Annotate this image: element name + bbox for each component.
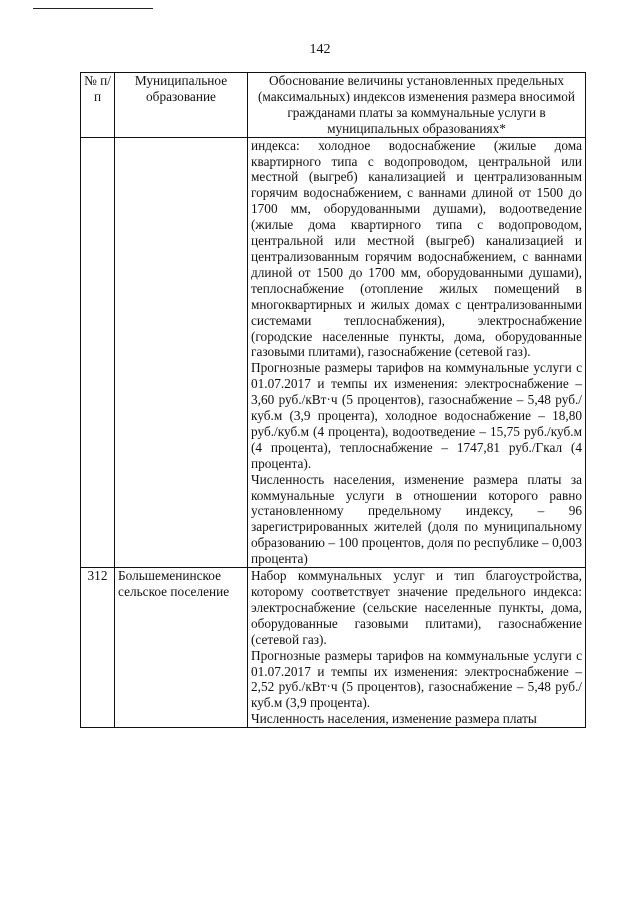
cell-municipality: Большеменинское сельское поселение — [115, 568, 248, 728]
justification-paragraph: Численность населения, изменение размера платы — [251, 711, 537, 727]
cell-number-empty — [81, 137, 115, 567]
justification-paragraph: индекса: холодное водоснабжение (жилые дома квартирного типа с водопроводом, центральной или местной (выгреб) канализацией и централизованным горячим водоснабжением, с ваннами длиной от 1500 до 1700 мм, оборудованными душами), водоотведение (жилые дома квартирного типа с водопроводом, центральной или местной (выгреб) канализацией и централизованным горячим водоснабжением, с ваннами длиной от 1500 до 1700 мм, оборудованными душами), теплоснабжение (отопление жилых помещений в многоквартирных и жилых домах с централизованными системами теплоснабжения), электроснабжение (городские населенные пункты, дома, оборудованные газовыми плитами), газоснабжение (сетевой газ). — [251, 137, 582, 360]
table-row-312 — [81, 568, 586, 728]
justification-paragraph: Набор коммунальных услуг и тип благоустройства, которому соответствует значение предельного индекса: электроснабжение (сельские населенные пункты, дома, оборудованные газовыми плитами), газоснабжение (сетевой газ). — [251, 568, 582, 647]
page-number: 142 — [309, 42, 331, 57]
municipal-index-table — [80, 72, 586, 728]
cell-justification-continued — [248, 137, 586, 567]
table-row-continued — [81, 137, 586, 567]
table-header-row — [81, 73, 586, 138]
top-rule — [33, 8, 153, 9]
cell-number: 312 — [81, 568, 115, 728]
justification-paragraph: Численность населения, изменение размера платы за коммунальные услуги в отношении которого равно установленному предельному индексу, – 96 зарегистрированных жителей (доля по муниципальному образованию – 100 процентов, доля по республике – 0,003 процента) — [251, 471, 582, 567]
header-justification: Обоснование величины установленных предельных (максимальных) индексов изменения размера вносимой гражданами платы за коммунальные услуги в муниципальных образованиях* — [248, 73, 586, 138]
header-municipality: Муниципальное образование — [115, 73, 248, 138]
justification-paragraph: Прогнозные размеры тарифов на коммунальные услуги с 01.07.2017 и темпы их изменения: электроснабжение – 2,52 руб./кВт·ч (5 процентов), газоснабжение – 5,48 руб./куб.м (3,9 процента). — [251, 647, 582, 711]
justification-paragraph: Прогнозные размеры тарифов на коммунальные услуги с 01.07.2017 и темпы их изменения: электроснабжение – 3,60 руб./кВт·ч (5 процентов), газоснабжение – 5,48 руб./куб.м (3,9 процента), холодное водоснабжение – 18,80 руб./куб.м (4 процента), водоотведение – 15,75 руб./куб.м (4 процента), теплоснабжение – 1747,81 руб./Гкал (4 процента). — [251, 360, 582, 471]
header-number: № п/п — [81, 73, 115, 138]
cell-justification — [248, 568, 586, 728]
cell-municipality-empty — [115, 137, 248, 567]
